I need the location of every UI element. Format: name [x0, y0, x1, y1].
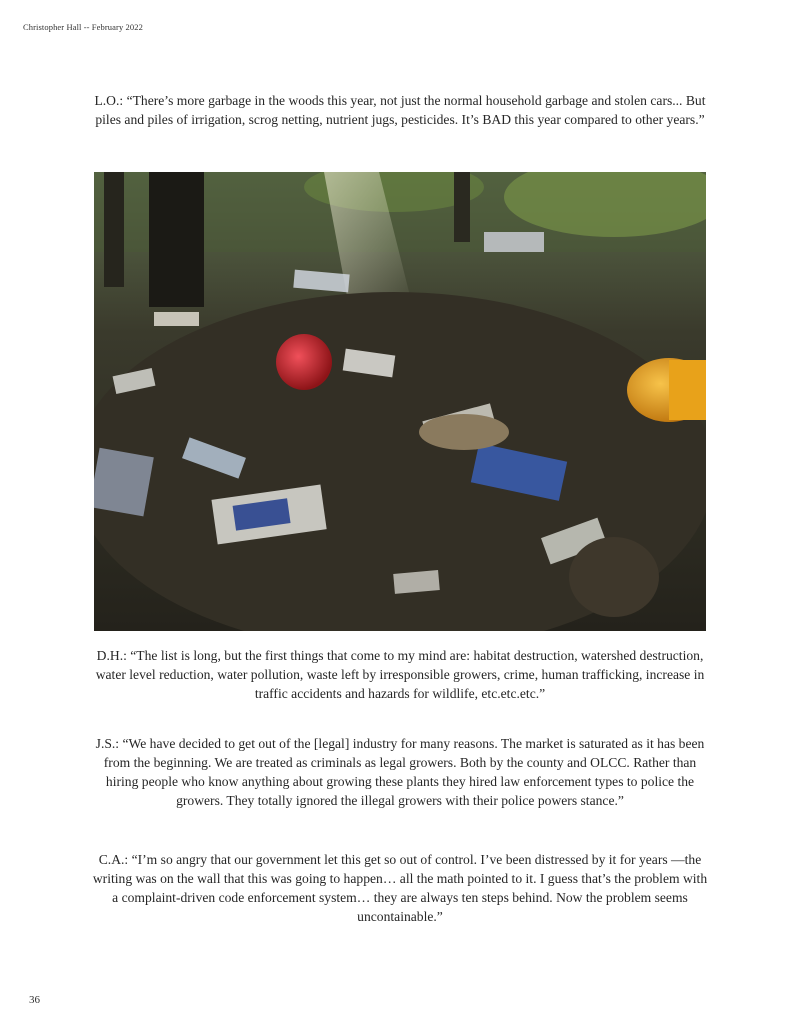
quote-js: J.S.: “We have decided to get out of the [legal] industry for many reasons. The market is saturated as it has been from the beginning. We are treated as criminals as legal growers. Both by the county and OLCC. Rather than hiring people who know anything about growing these plants they hired law enforcement types to police the growers. They totally ignored the illegal growers with their police powers stance.” — [95, 736, 705, 808]
quote-dh: D.H.: “The list is long, but the first things that come to my mind are: habitat destruction, watershed destruction, water level reduction, water pollution, waste left by irresponsible growers, crime, human trafficking, increase in traffic accidents and hazards for wildlife, etc.etc.etc.” — [95, 648, 705, 701]
quote-ca: C.A.: “I’m so angry that our government let this get so out of control. I’ve been distressed by it for years —the writing was on the wall that this was going to happen… all the math pointed to it. I guess that’s the problem with a complaint-driven code enforcement system… they are always ten steps behind. Now the problem seems uncontainable.” — [92, 852, 708, 924]
quote-lo: L.O.: “There’s more garbage in the woods this year, not just the normal household garbage and stolen cars... But piles and piles of irrigation, scrog netting, nutrient jugs, pesticides. It’s BAD this year compared to other years.” — [94, 93, 706, 127]
page-number: 36 — [29, 994, 40, 1006]
running-header: Christopher Hall -- February 2022 — [23, 22, 143, 32]
photo-forest-garbage — [94, 172, 706, 631]
